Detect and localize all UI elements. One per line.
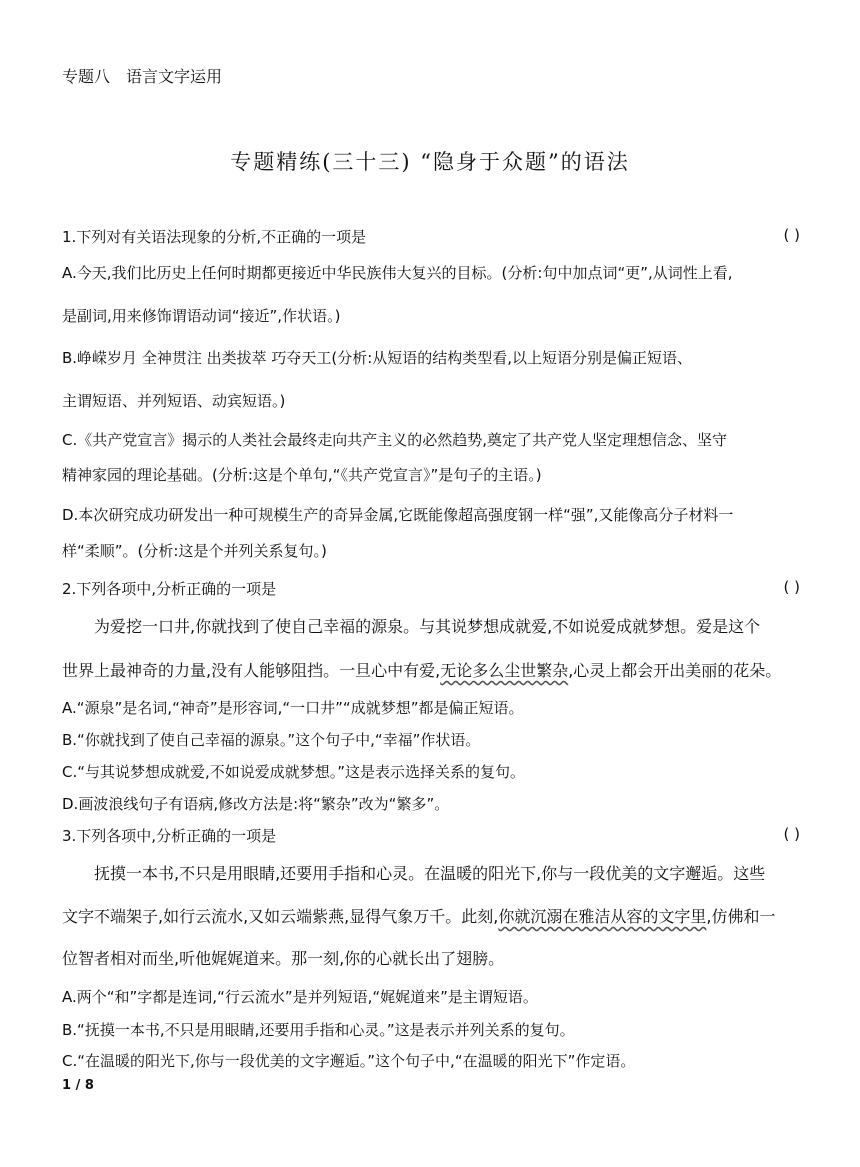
q3-wavy-underlined-sentence: 你就沉溺在雅洁从容的文字里: [498, 907, 707, 926]
q1-stem: 1.下列对有关语法现象的分析,不正确的一项是: [62, 228, 367, 246]
q1-option-d-line1: D.本次研究成功研发出一种可规模生产的奇异金属,它既能像超高强度钢一样“强”,又能像高分子材料一: [62, 506, 734, 524]
q3-answer-paren: ( ): [783, 825, 800, 843]
q2-wavy-underlined-sentence: 无论多么尘世繁杂: [440, 661, 569, 680]
q3-passage-line3: 位智者相对而坐,听他娓娓道来。那一刻,你的心就长出了翅膀。: [62, 949, 505, 968]
q1-option-b-line1: B.峥嵘岁月 全神贯注 出类拔萃 巧夺天工(分析:从短语的结构类型看,以上短语分别是偏正短语、: [62, 349, 693, 367]
page-title: 专题精练(三十三) “隐身于众题”的语法: [230, 150, 630, 174]
q1-option-c-line1: C.《共产党宣言》揭示的人类社会最终走向共产主义的必然趋势,奠定了共产党人坚定理想信念、坚守: [62, 431, 728, 449]
q1-option-a-line1: A.今天,我们比历史上任何时期都更接近中华民族伟大复兴的目标。(分析:句中加点词“更”,从词性上看,: [62, 264, 733, 282]
q2-option-a: A.“源泉”是名词,“神奇”是形容词,“一口井”“成就梦想”都是偏正短语。: [62, 699, 524, 717]
header-topic: 专题八: [62, 67, 111, 86]
header-name: 语言文字运用: [126, 67, 223, 86]
q1-option-d-line2: 样“柔顺”。(分析:这是个并列关系复句。): [62, 542, 327, 560]
q2-passage-text-end: ,心灵上都会开出美丽的花朵。: [568, 661, 782, 680]
q2-option-c: C.“与其说梦想成就爱,不如说爱成就梦想。”这是表示选择关系的复句。: [62, 763, 526, 781]
q3-passage-text: 文字不端架子,如行云流水,又如云端紫燕,显得气象万千。此刻,: [62, 907, 499, 926]
page-number: 1 / 8: [62, 1078, 94, 1093]
section-header: [62, 64, 222, 87]
q2-option-d: D.画波浪线句子有语病,修改方法是:将“繁杂”改为“繁多”。: [62, 795, 450, 813]
q2-stem: 2.下列各项中,分析正确的一项是: [62, 580, 277, 598]
q1-option-c-line2: 精神家园的理论基础。(分析:这是个单句,“《共产党宣言》”是句子的主语。): [62, 466, 542, 484]
q1-option-a-line2: 是副词,用来修饰谓语动词“接近”,作状语。): [62, 307, 341, 325]
q2-passage-line1: 为爱挖一口井,你就找到了使自己幸福的源泉。与其说梦想成就爱,不如说爱成就梦想。爱是这个: [94, 617, 761, 636]
q3-stem: 3.下列各项中,分析正确的一项是: [62, 827, 277, 845]
q3-option-a: A.两个“和”字都是连词,“行云流水”是并列短语,“娓娓道来”是主谓短语。: [62, 988, 538, 1006]
q2-passage-text: 世界上最神奇的力量,没有人能够阻挡。一旦心中有爱,: [62, 661, 441, 680]
q1-option-b-line2: 主谓短语、并列短语、动宾短语。): [62, 392, 286, 410]
q2-option-b: B.“你就找到了使自己幸福的源泉。”这个句子中,“幸福”作状语。: [62, 731, 481, 749]
q3-passage-line1: 抚摸一本书,不只是用眼睛,还要用手指和心灵。在温暖的阳光下,你与一段优美的文字邂逅。这些: [94, 864, 766, 883]
q3-passage-text-end: ,仿佛和一: [706, 907, 776, 926]
q3-option-c: C.“在温暖的阳光下,你与一段优美的文字邂逅。”这个句子中,“在温暖的阳光下”作定语。: [62, 1052, 636, 1070]
q3-passage-line2: [62, 904, 802, 927]
q3-option-b: B.“抚摸一本书,不只是用眼睛,还要用手指和心灵。”这是表示并列关系的复句。: [62, 1021, 575, 1039]
q2-answer-paren: ( ): [783, 578, 800, 596]
q2-passage-line2: [62, 658, 802, 681]
q1-answer-paren: ( ): [783, 226, 800, 244]
